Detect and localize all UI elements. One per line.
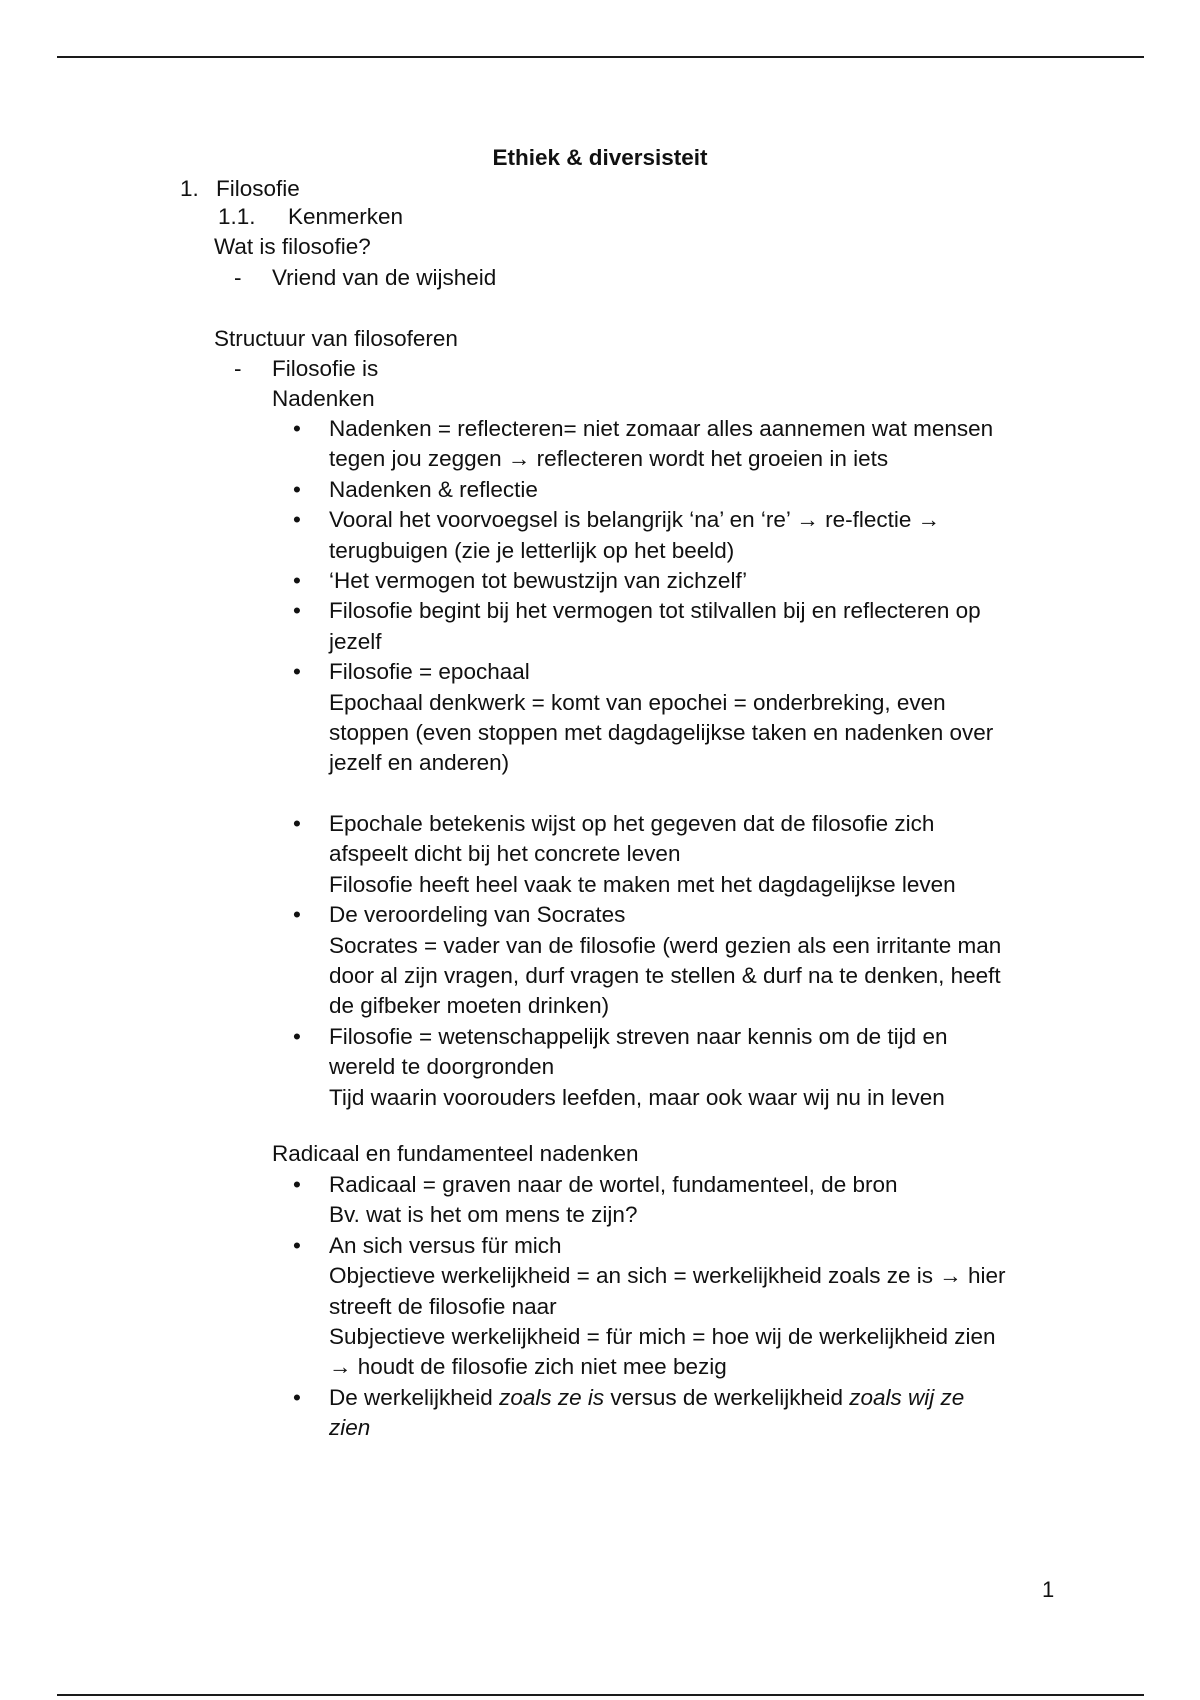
bullet-line: ‘Het vermogen tot bewustzijn van zichzelf’: [329, 568, 748, 593]
bullet-marker: •: [293, 1385, 301, 1410]
bullet-line: Bv. wat is het om mens te zijn?: [329, 1202, 638, 1228]
bullet-line: Nadenken = reflecteren= niet zomaar alles aannemen wat mensen: [329, 416, 994, 441]
structure-heading: Structuur van filosoferen: [214, 326, 458, 351]
page-number: 1: [1042, 1577, 1055, 1602]
bullet-line: Filosofie begint bij het vermogen tot stilvallen bij en reflecteren op: [329, 598, 981, 624]
bullet-line: An sich versus für mich: [329, 1232, 562, 1258]
bullet-line: → houdt de filosofie zich niet mee bezig: [329, 1354, 727, 1380]
bullet-line: wereld te doorgronden: [329, 1054, 555, 1080]
subsection-label: Kenmerken: [288, 204, 404, 229]
bullet-marker: •: [293, 416, 301, 441]
last-bullet-text: De werkelijkheid: [329, 1385, 500, 1410]
dash-marker: -: [234, 265, 242, 290]
bullet-line: Filosofie = epochaal: [329, 659, 530, 685]
bullet-line: stoppen (even stoppen met dagdagelijkse taken en nadenken over: [329, 720, 994, 745]
bullet-marker: •: [293, 659, 301, 685]
bullet-line: afspeelt dicht bij het concrete leven: [329, 841, 681, 867]
last-bullet-line: [329, 1383, 964, 1413]
question-text: Wat is filosofie?: [214, 234, 371, 259]
radicaal-heading: Radicaal en fundamenteel nadenken: [272, 1141, 639, 1166]
bullet-line: door al zijn vragen, durf vragen te stellen & durf na te denken, heeft: [329, 963, 1001, 988]
bullet-line: Socrates = vader van de filosofie (werd gezien als een irritante man: [329, 932, 1002, 958]
bullet-line: Epochale betekenis wijst op het gegeven dat de filosofie zich: [329, 811, 935, 836]
bullet-line: jezelf en anderen): [329, 750, 510, 776]
subsection-number: 1.1.: [218, 204, 256, 229]
last-bullet-italic: zoals ze is: [499, 1385, 605, 1410]
bullet-marker: •: [293, 1232, 301, 1258]
last-bullet-text: versus de werkelijkheid: [604, 1385, 850, 1410]
bullet-line: Epochaal denkwerk = komt van epochei = onderbreking, even: [329, 689, 946, 715]
bullet-marker: •: [293, 568, 301, 593]
bullet-line: Subjectieve werkelijkheid = für mich = hoe wij de werkelijkheid zien: [329, 1324, 996, 1349]
bullet-marker: •: [293, 1172, 301, 1197]
bullet-marker: •: [293, 902, 301, 928]
last-bullet-italic: zien: [329, 1415, 371, 1440]
page-title: Ethiek & diversisteit: [492, 145, 708, 170]
bullet-marker: •: [293, 1023, 301, 1049]
bullet-line: tegen jou zeggen → reflecteren wordt het groeien in iets: [329, 446, 889, 472]
bullet-line: streeft de filosofie naar: [329, 1293, 557, 1319]
bullet-line: Filosofie = wetenschappelijk streven naar kennis om de tijd en: [329, 1023, 948, 1049]
bullet-marker: •: [293, 507, 301, 533]
nadenken-heading: Nadenken: [272, 386, 375, 411]
bullet-marker: •: [293, 598, 301, 624]
bottom-rule: [57, 1694, 1144, 1696]
bullet-marker: •: [293, 476, 301, 502]
question-item: Vriend van de wijsheid: [272, 265, 497, 290]
bullet-line: Radicaal = graven naar de wortel, fundamenteel, de bron: [329, 1172, 898, 1197]
last-bullet-italic: zoals wij ze: [849, 1385, 965, 1410]
structure-item: Filosofie is: [272, 356, 379, 381]
bullet-line: Nadenken & reflectie: [329, 476, 538, 502]
bullet-line: Filosofie heeft heel vaak te maken met het dagdagelijkse leven: [329, 871, 956, 897]
bullet-line: Vooral het voorvoegsel is belangrijk ‘na’ en ‘re’ → re-flectie →: [329, 507, 941, 533]
section-number: 1.: [180, 176, 199, 201]
dash-marker: -: [234, 356, 242, 381]
section-label: Filosofie: [216, 176, 300, 201]
bullet-line: terugbuigen (zie je letterlijk op het beeld): [329, 537, 735, 563]
bullet-line: de gifbeker moeten drinken): [329, 993, 610, 1019]
bullet-line: De veroordeling van Socrates: [329, 902, 626, 928]
bullet-line: jezelf: [329, 628, 382, 654]
bullet-marker: •: [293, 811, 301, 836]
bullet-line: Objectieve werkelijkheid = an sich = werkelijkheid zoals ze is → hier: [329, 1263, 1006, 1289]
bullet-line: Tijd waarin voorouders leefden, maar ook waar wij nu in leven: [329, 1084, 945, 1110]
last-bullet-line: [329, 1413, 370, 1443]
